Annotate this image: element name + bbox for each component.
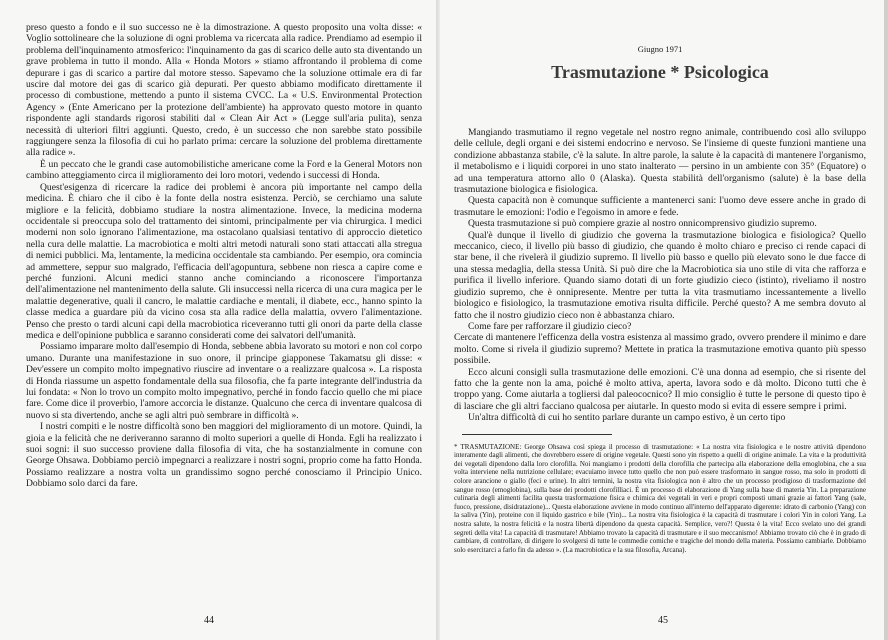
right-page: [440, 0, 888, 640]
footnote-rule: [462, 434, 612, 435]
article-title: Trasmutazione * Psicologica: [551, 62, 769, 82]
right-paragraph: Qual'è dunque il livello di giudizio che governa la trasmutazione biologica e fisiologica? Quello meccanico, cieco, il livello più basso di giudizio, che quando è molto chiaro e preciso ci rende capaci di star bene, il che rivelerà il giudizio supremo. Il livello più basso e quello più elevato sono le due facce di una stessa medaglia, della stessa Unità. Si può dire che la Macrobiotica sia uno stile di vita che rafforza e purifica il livello inferiore. Quando siamo dotati di un forte giudizio cieco (istinto), riveliamo il nostro giudizio supremo, che è onnipresente. Mentre per tutta la vita trasmutiamo incessantemente a livello biologico e fisiologico, la trasmutazione emotiva risulta difficile. Perché questo? A me sembra dovuto al fatto che il nostro giudizio cieco non è abbastanza chiaro.: [454, 229, 866, 321]
left-paragraph: Possiamo imparare molto dall'esempio di Honda, sebbene abbia lavorato su motori e non col corpo umano. Durante una manifestazione in suo onore, il principe giapponese Takamatsu gli disse: « Dev'essere un compito molto impegnativo riuscire ad inventare o a realizzare qualcosa ». La risposta di Honda riassume un aspetto fondamentale della sua filosofia, che fa parte integrante dell'industria da lui fondata: « Non lo trovo un compito molto impegnativo, perché in fondo faccio quello che mi piace fare. Come dice il proverbio, l'amore accorcia le distanze. Qualcuno che cerca di inventare qualcosa di nuovo si sta divertendo, anche se agli altri può sembrare in difficoltà ».: [26, 341, 422, 421]
footnote: [454, 443, 866, 555]
right-paragraph: Questa capacità non è comunque sufficiente a mantenerci sani: l'uomo deve essere anche in grado di trasmutare le emozioni: l'odio e l'egoismo in amore e fede.: [454, 195, 866, 218]
left-paragraph: Quest'esigenza di ricercare la radice dei problemi è ancora più importante nel campo della medicina. È chiaro che il cibo è la fonte della nostra esistenza. Perciò, se cerchiamo una salute migliore e la felicità, dobbiamo studiare la nostra alimentazione. Invece, la medicina moderna occidentale si preoccupa solo del trattamento dei sintomi, principalmente per via chirurgica. I medici moderni non solo ignorano l'alimentazione, ma ostacolano qualsiasi tentativo di approccio dietetico nella cura delle malattie. La macrobiotica e molti altri metodi naturali sono stati attaccati alla stregua di nemici pubblici. Ma, lentamente, la medicina occidentale sta cambiando. Per esempio, ora comincia ad ammettere, seppur suo malgrado, l'efficacia dell'agopuntura, sebbene non riesca a capire come e perché funzioni. Alcuni medici stanno anche cominciando a riconoscere l'importanza dell'alimentazione nel mantenimento della salute. Gli insuccessi nella ricerca di una cura magica per le malattie degenerative, quali il cancro, le malattie cardiache e mentali, il diabete, ecc., hanno spinto la classe medica a guardare più da vicino cosa sta alla radice della malattia, ovvero l'alimentazione. Penso che presto o tardi alcuni capi della macrobiotica riceveranno tutti gli onori da parte della classe medica e dell'opinione pubblica e saranno considerati come dei salvatori dell'umanità.: [26, 181, 422, 341]
left-paragraph: I nostri compiti e le nostre difficoltà sono ben maggiori del miglioramento di un motore. Quindi, la gioia e la felicità che ne deriveranno saranno di molto superiori a quelle di Honda. Egli ha realizzato i suoi sogni: il suo successo proviene dalla filosofia di vita, che ha sostanzialmente in comune con George Ohsawa. Dobbiamo perciò impegnarci a realizzare i nostri sogni, proprio come ha fatto Honda. Possiamo realizzare a nostra volta un grandissimo sogno perché conosciamo il Principio Unico. Dobbiamo solo darci da fare.: [26, 421, 422, 490]
right-paragraph: Questa trasmutazione si può compiere grazie al nostro onnicomprensivo giudizio supremo.: [468, 218, 817, 230]
right-page-body: [454, 127, 866, 424]
right-paragraph: Un'altra difficoltà di cui ho sentito parlare durante un campo estivo, è un certo tipo: [468, 412, 786, 424]
right-paragraph: Cercate di mantenere l'efficenza della vostra esistenza al massimo grado, ovvero prendere il minimo e dare molto. Come si rivela il giudizio supremo? Mettete in pratica la trasmutazione emotiva quanto più spesso possibile.: [454, 332, 866, 367]
left-paragraph: preso questo a fondo e il suo successo ne è la dimostrazione. A questo proposito una volta disse: « Voglio sottolineare che la soluzione di ogni problema va ricercata alla radice. Prendiamo ad esempio il problema dell'inquinamento atmosferico: l'inquinamento da gas di scarico delle auto sta diventando un grave problema in tutto il mondo. Alla « Honda Motors » stiamo affrontando il problema di come depurare i gas di scarico a partire dal motore stesso. Sapevamo che la soluzione ottimale era di far uscire dal motore dei gas di scarico già depurati. Per questo abbiamo modificato direttamente il processo di combustione, mettendo a punto il sistema CVCC. La « U.S. Environmental Protection Agency » (Ente Americano per la protezione dell'ambiente) ha approvato questo motore in quanto rispondente agli standards rigorosi stabiliti dal « Clean Air Act » (Legge sull'aria pulita), senza necessità di ulteriori filtri aggiunti. Questo, credo, è un successo che non sarebbe stato possibile raggiungere senza la filosofia di cui ho parlato prima: cercare la soluzione del problema direttamente alla radice ».: [26, 22, 422, 159]
left-page: [0, 0, 440, 640]
left-page-number: 44: [204, 615, 214, 626]
right-page-number: 45: [658, 615, 668, 626]
left-paragraph: È un peccato che le grandi case automobilistiche americane come la Ford e la General Motors non cambino atteggiamento circa il miglioramento dei loro motori, vedendo i successi di Honda.: [26, 158, 422, 182]
footnote-text: * TRASMUTAZIONE: George Ohsawa così spiega il processo di trasmutazione: « La nostra vita fisiologica e le nostre attività dipendono interamente dagli alimenti, che dovrebbero essere di origine vegetale. Questi sono yin rispetto a quelli di origine animale. La vita e la produttività dei vegetali dipendono dalla loro clorofilla. Noi mangiamo i prodotti della clorofilla che partecipa alla elaborazione della emoglobina, che a sua volta interviene nella nutrizione cellulare; evacuiamo invece tutto quello che non può essere trasformato in sangue rosso, ma solo in prodotti di colore arancione o giallo (feci e urine). In altri termini, la nostra vita fisiologica non è altro che un processo prodigioso di trasformazione del sangue rosso (emoglobina), sulla base dei prodotti clorofilliaci. È un processo di elaborazione di Yang sulla base di materia Yin. La preparazione culinaria degli alimenti facilita questa trasformazione fisica e chimica dei vegetali in veri e propri composti umani grazie ai fattori Yang (sale, fuoco, pressione, disidratazione)... Questa elaborazione avviene in modo continuo all'interno dell'apparato digerente: idrato di carbonio (Yang) con la saliva (Yin), proteine con il liquido gastrico e bile (Yin)... La nostra vita fisiologica è la capacità di trasmutare i colori Yin in colori Yang. La nostra salute, la nostra felicità e la nostra libertà dipendono da questa capacità. Semplice, vero?! Questa è la vita! Ecco svelato uno dei grandi segreti della vita! La capacità di trasmutare! Abbiamo trovato la capacità di trasmutare e il suo meccanismo! Abbiamo trovato ciò che è in grado di cambiare, di controllare, di dirigere lo svolgersi di tutte le commedie comiche e tragiche del mondo della materia. Possiamo cambiarle. Dobbiamo solo esercitarci a farlo fin da adesso ». (La macrobiotica e la sua filosofia, Arcana).: [454, 442, 866, 554]
page-edge: [884, 0, 888, 640]
right-paragraph: Come fare per rafforzare il giudizio cieco?: [468, 320, 632, 332]
issue-date: Giugno 1971: [637, 44, 683, 54]
right-paragraph: Mangiando trasmutiamo il regno vegetale nel nostro regno animale, contribuendo così allo sviluppo delle cellule, degli organi e dei sistemi endocrino e nervoso. Se l'insieme di queste funzioni mantiene una condizione abbastanza stabile, c'è la salute. In altre parole, la salute è la capacità di mantenere l'organismo, il metabolismo e i liquidi corporei in uno stato inalterato — persino in un ambiente con 35° (Equatore) o ad una temperatura attorno allo 0 (Alaska). Questa stabilità dell'organismo (salute) è la base della trasmutazione biologica e fisiologica.: [454, 127, 866, 196]
left-page-body: [26, 22, 422, 490]
right-paragraph: Ecco alcuni consigli sulla trasmutazione delle emozioni. C'è una donna ad esempio, che si risente del fatto che la gente non la ama, poiché è molto attiva, aperta, lavora sodo e dà molto. Dicono tutti che è troppo yang. Come aiutarla a togliersi dal paleococnico? Il mio consiglio è tutte le persone di questo tipo è di lasciare che gli altri facciano qualcosa per aiutarle. In questo modo si evita di essere sempre i primi.: [454, 366, 866, 412]
